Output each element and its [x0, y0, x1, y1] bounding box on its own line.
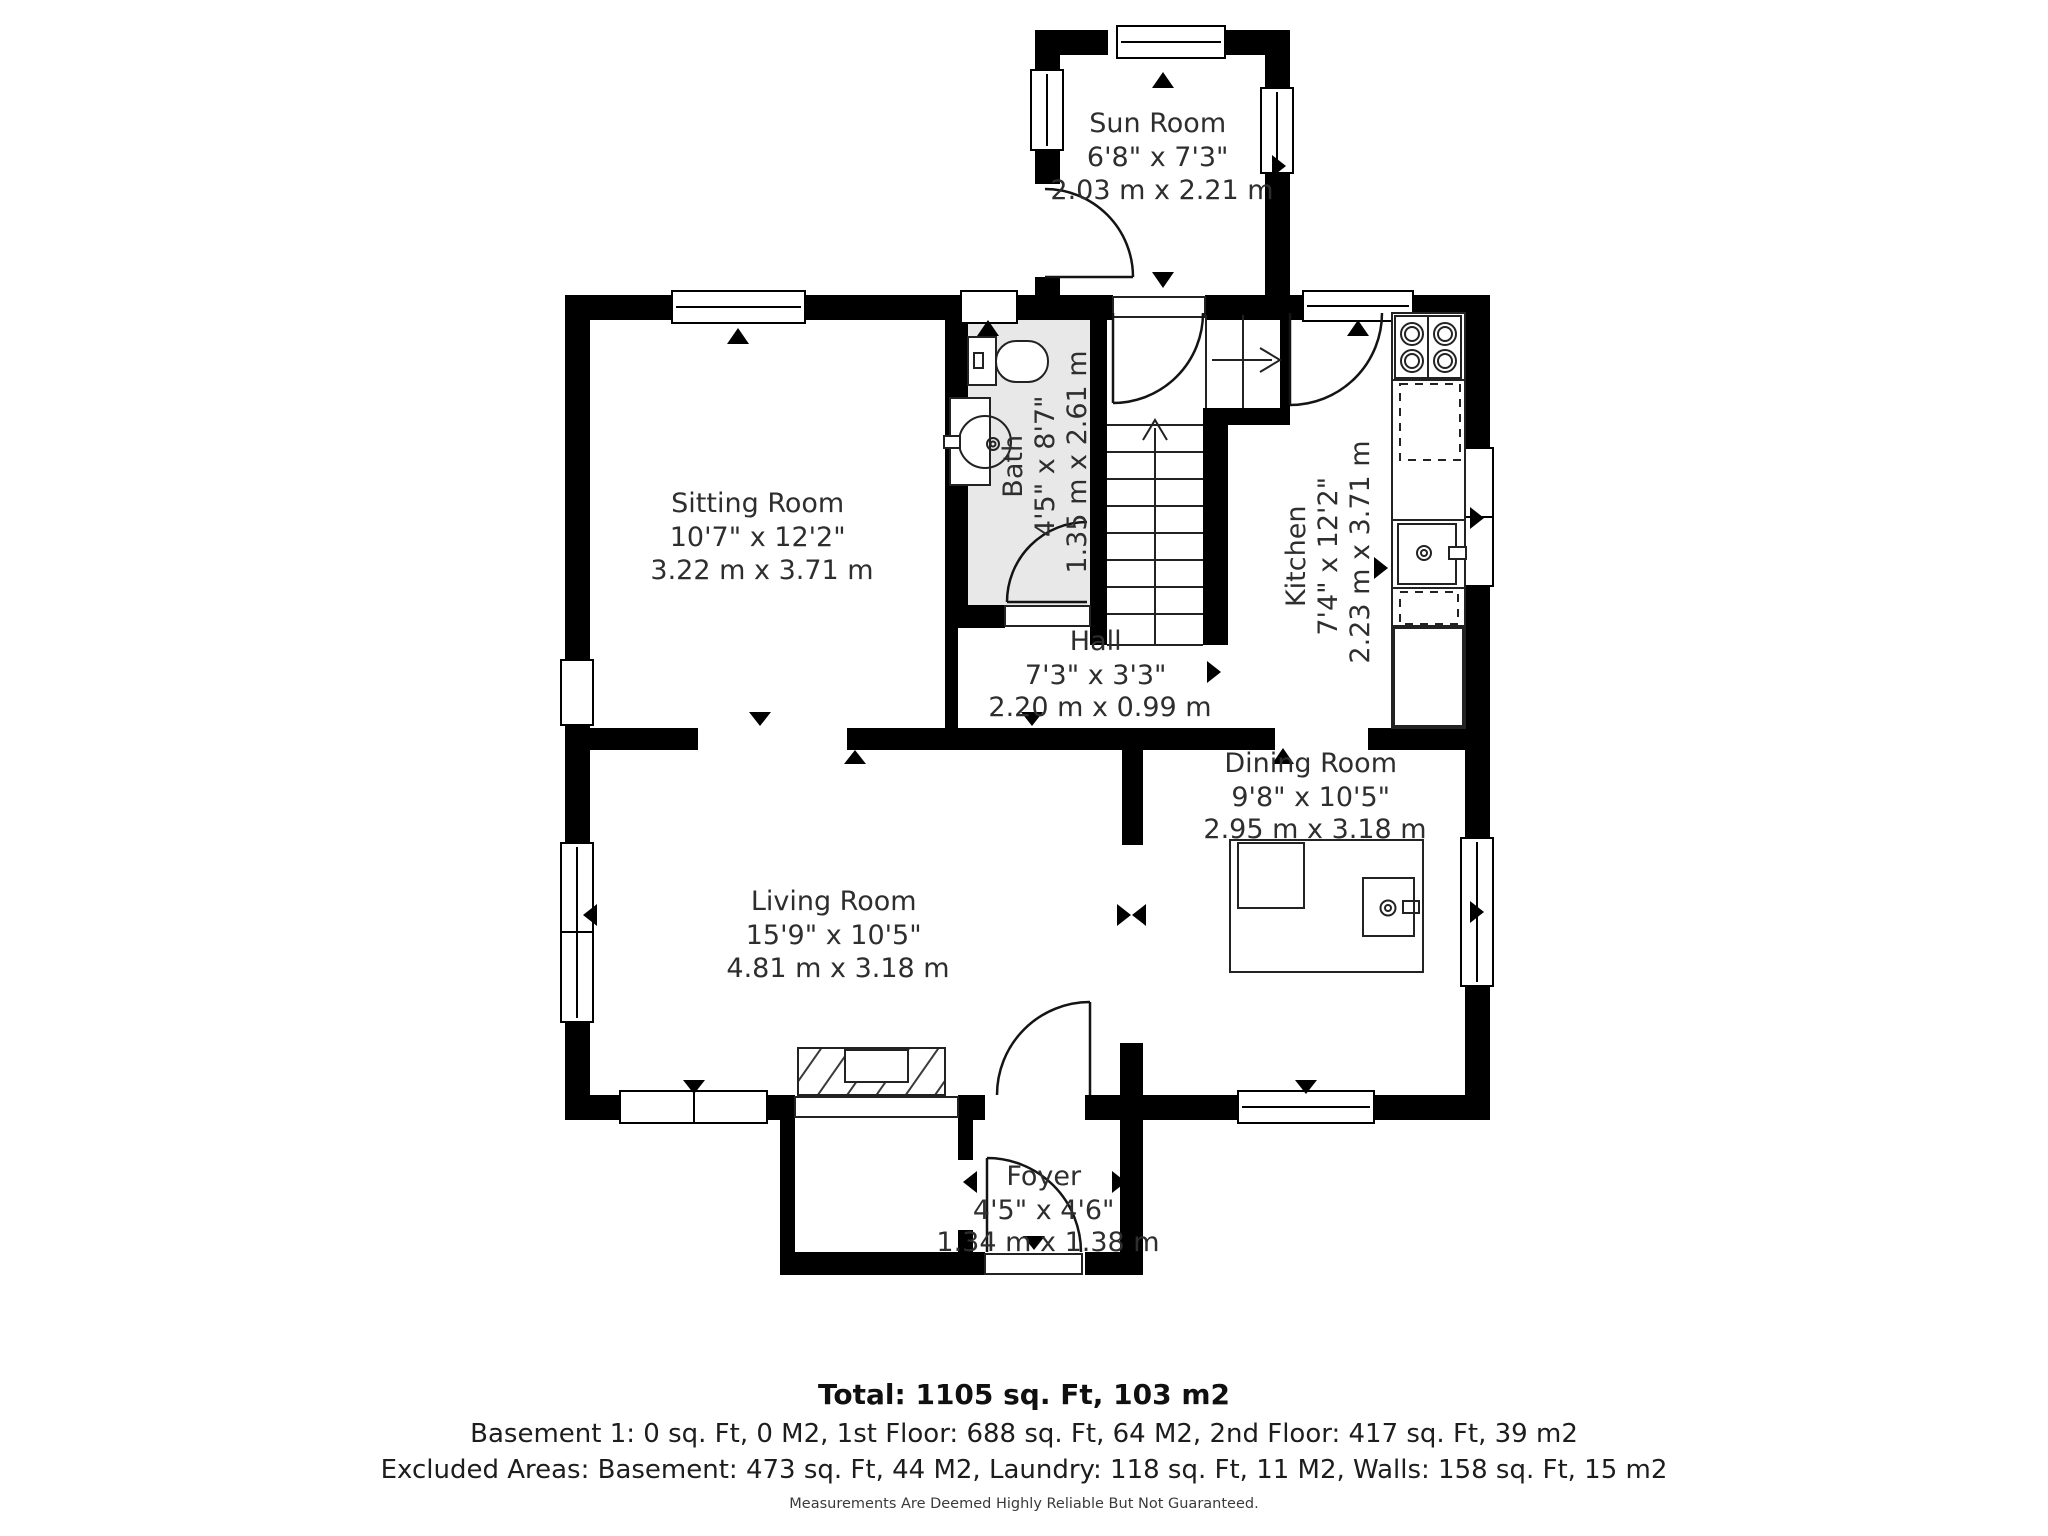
dining-chair	[1238, 843, 1304, 908]
window-sitting-left	[561, 660, 593, 725]
kitchen-fixtures	[1392, 313, 1466, 728]
fireplace	[798, 1048, 945, 1095]
opening-living-closet	[795, 1097, 958, 1117]
window-bath-top	[961, 291, 1017, 323]
opening-bath-door	[1005, 606, 1090, 626]
toilet-bowl	[996, 341, 1048, 382]
bath-faucet	[944, 436, 960, 448]
summary-excluded: Excluded Areas: Basement: 473 sq. Ft, 44 M2, Laundry: 118 sq. Ft, 11 M2, Walls: 158 sq. Ft, 15 m2	[380, 1455, 1668, 1485]
room-label-dining-room: Dining Room 9'8" x 10'5" 2.95 m x 3.18 m	[1203, 748, 1427, 845]
room-label-sitting-room: Sitting Room 10'7" x 12'2" 3.22 m x 3.71 m	[650, 488, 874, 586]
summary-floors: Basement 1: 0 sq. Ft, 0 M2, 1st Floor: 688 sq. Ft, 64 M2, 2nd Floor: 417 sq. Ft, 39 m2	[470, 1419, 1578, 1449]
dining-island-handle	[1403, 901, 1419, 913]
room-label-kitchen: Kitchen 7'4" x 12'2" 2.23 m x 3.71 m	[1281, 440, 1376, 664]
kitchen-faucet	[1449, 547, 1466, 559]
room-label-foyer: Foyer 4'5" x 4'6" 1.34 m x 1.38 m	[936, 1161, 1160, 1258]
room-label-bath: Bath 4'5" x 8'7" 1.35 m x 2.61 m	[998, 350, 1093, 574]
room-label-living-room: Living Room 15'9" x 10'5" 4.81 m x 3.18 m	[726, 886, 950, 984]
door-landing	[1113, 313, 1203, 403]
toilet-button	[974, 353, 983, 368]
dining-island	[1363, 878, 1414, 936]
room-label-hall: Hall 7'3" x 3'3" 2.20 m x 0.99 m	[988, 626, 1212, 723]
room-label-sun-room: Sun Room 6'8" x 7'3" 2.03 m x 2.21 m	[1050, 108, 1274, 206]
summary-total: Total: 1105 sq. Ft, 103 m2	[818, 1378, 1230, 1411]
dining-table	[1230, 840, 1423, 972]
dining-furniture	[1230, 840, 1423, 972]
opening-sunroom-landing	[1113, 297, 1205, 317]
door-living	[997, 1002, 1090, 1095]
summary-disclaimer: Measurements Are Deemed Highly Reliable But Not Guaranteed.	[789, 1496, 1259, 1512]
firebox	[845, 1050, 908, 1082]
door-kitchen	[1290, 313, 1382, 405]
stairs	[1107, 315, 1280, 645]
